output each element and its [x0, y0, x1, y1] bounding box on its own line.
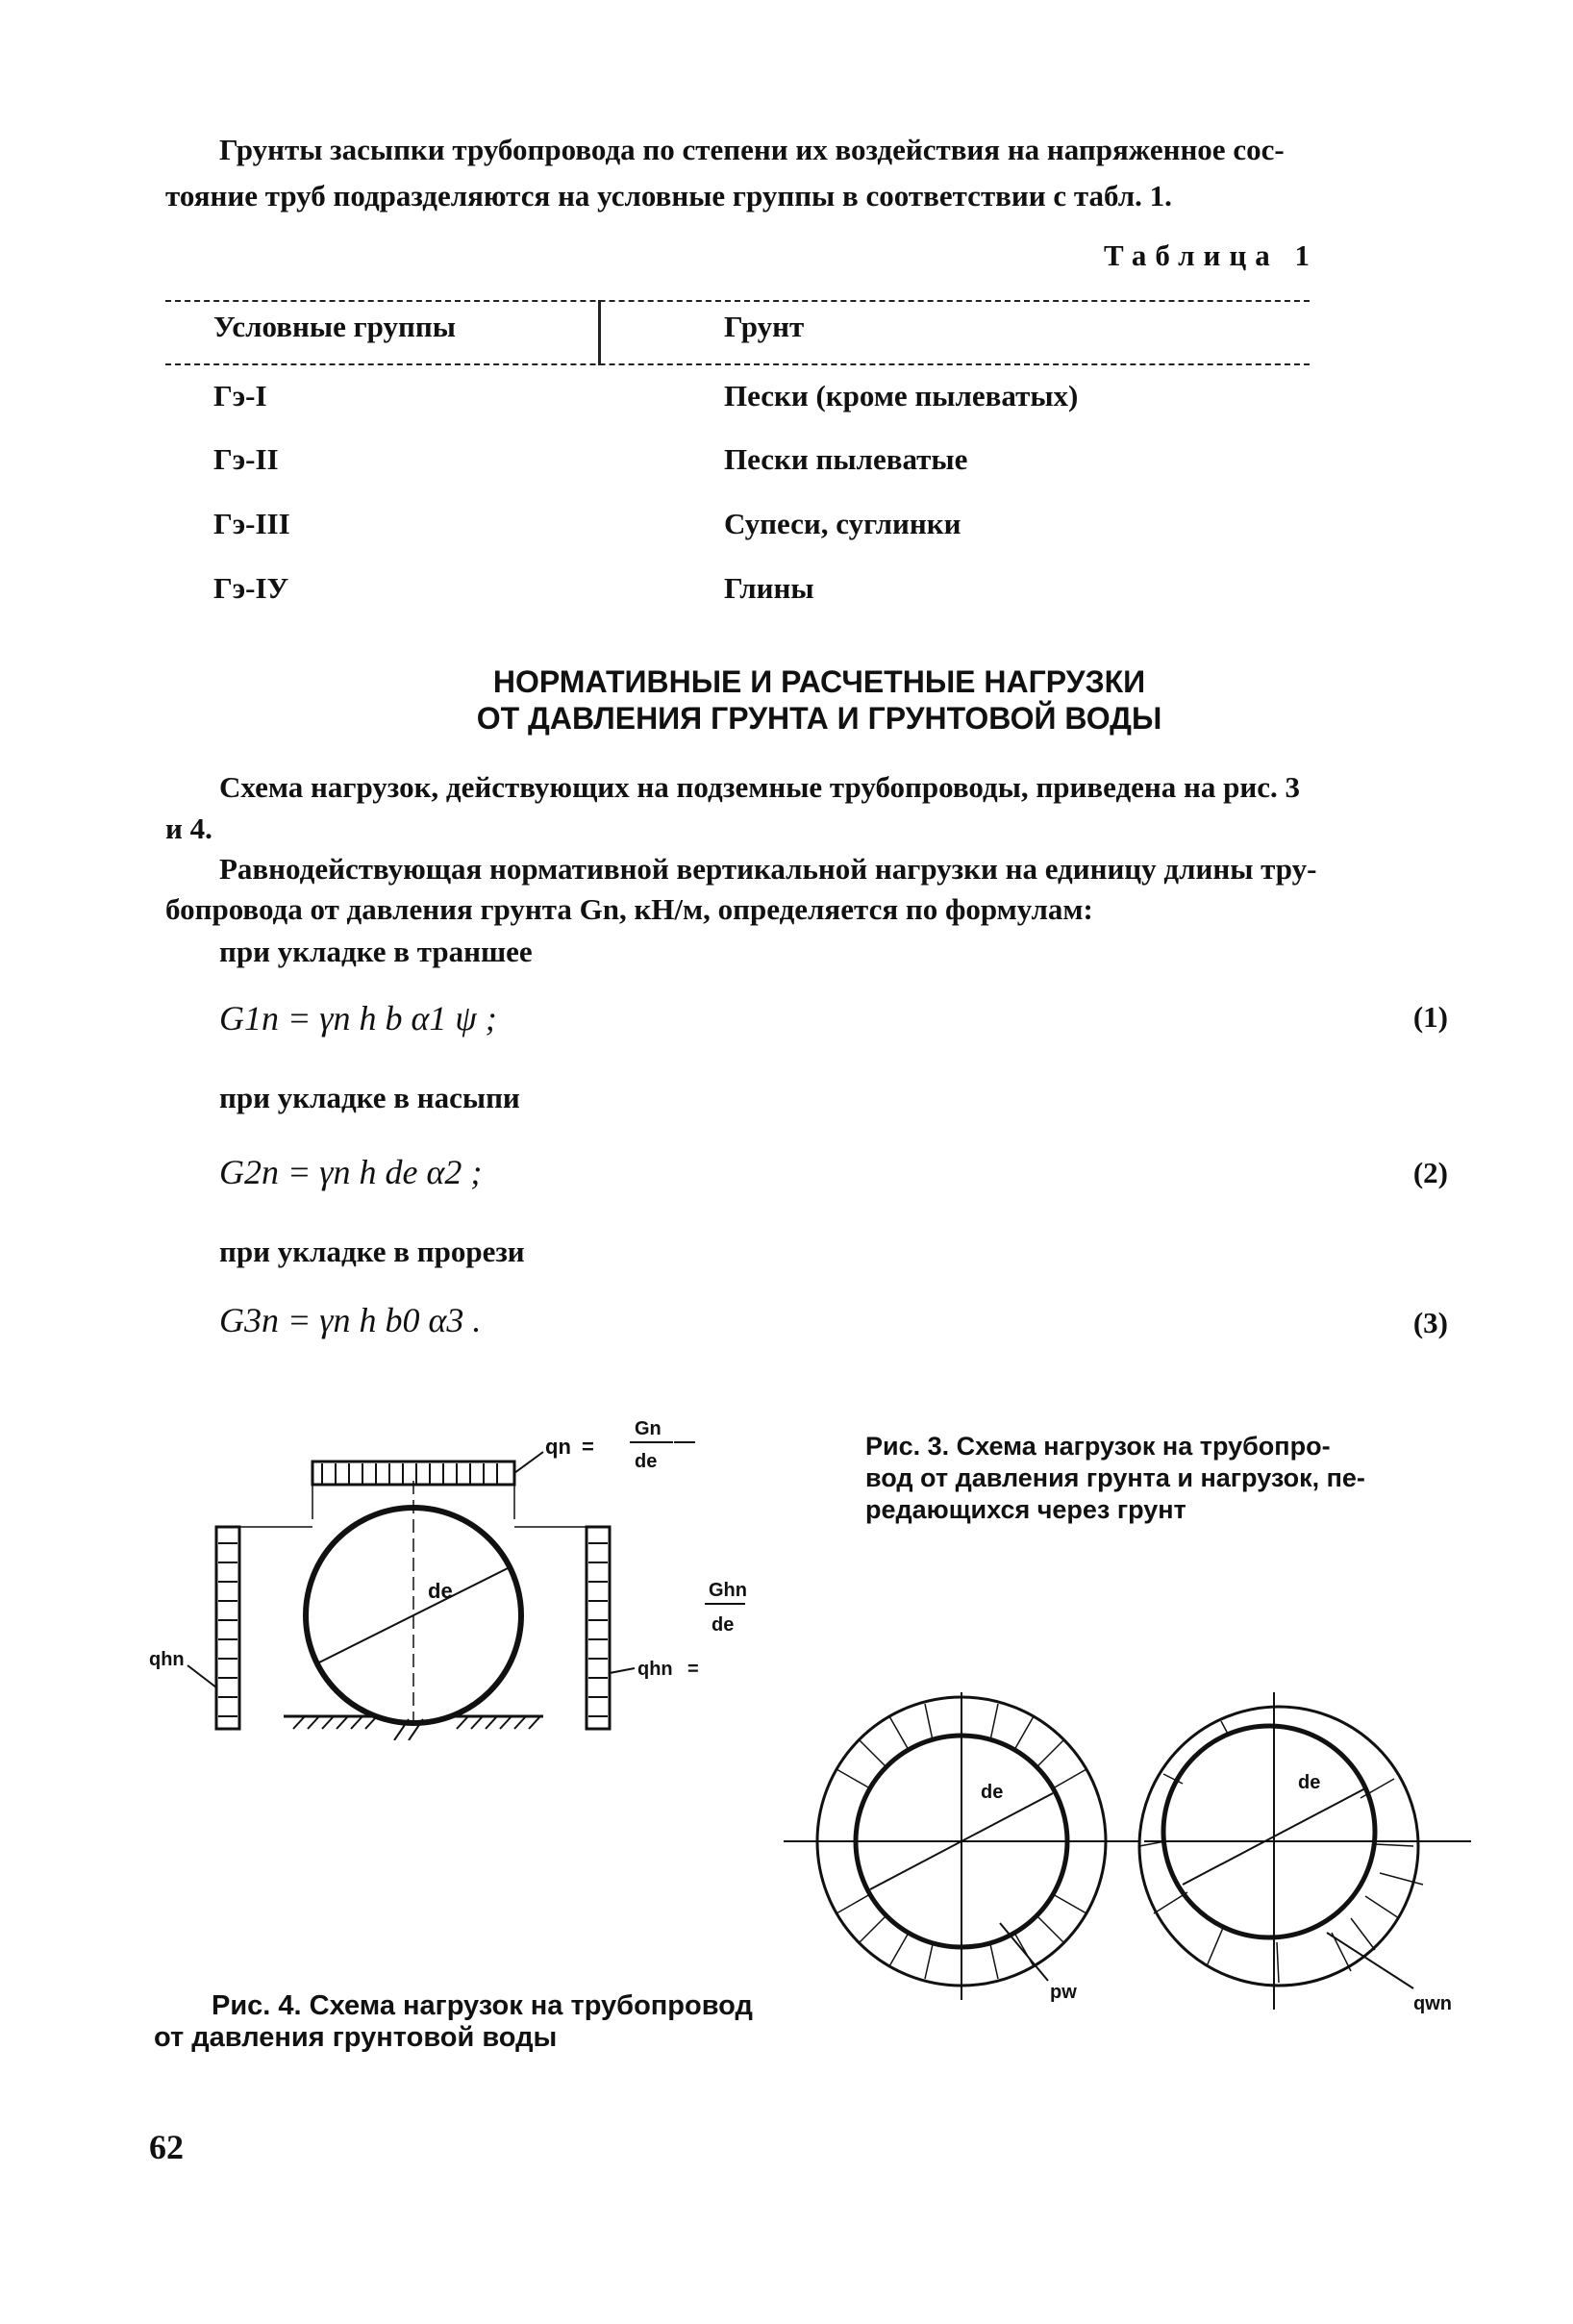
table-header-soil: Грунт	[724, 310, 805, 343]
fig3-label-qhn-right: qhn	[637, 1659, 673, 1680]
para-1-line-1: Схема нагрузок, действующих на подземные трубопроводы, приведена на рис. 3	[219, 770, 1300, 804]
table-header-rule	[165, 363, 1310, 365]
table-row-2-group: Гэ-II	[213, 442, 279, 476]
fig4-right-pipe	[1163, 1726, 1375, 1937]
formula-3-number: (3)	[1412, 1306, 1448, 1339]
para-2-line-1: Равнодействующая нормативной вертикальной нагрузки на единицу длины тру-	[219, 852, 1317, 886]
fig3-label-de: de	[428, 1579, 453, 1603]
fig4-caption-line-2: от давления грунтовой воды	[154, 2022, 558, 2053]
fig3-caption	[865, 1431, 1442, 1526]
formula-1: G1n = γn h b α1 ψ ;	[219, 999, 497, 1037]
formula-1-number: (1)	[1412, 1000, 1448, 1034]
fig4-label-pw: pw	[1050, 1982, 1077, 2003]
section-heading-line-2: ОТ ДАВЛЕНИЯ ГРУНТА И ГРУНТОВОЙ ВОДЫ	[476, 701, 1162, 736]
section-heading-line-1: НОРМАТИВНЫЕ И РАСЧЕТНЫЕ НАГРУЗКИ	[492, 664, 1146, 699]
table-row-4-soil: Глины	[724, 571, 814, 605]
table-row-1-soil: Пески (кроме пылеватых)	[724, 379, 1079, 412]
fig3-label-Ghn: Ghn	[709, 1580, 747, 1601]
fig3-left-load	[216, 1527, 239, 1729]
fig3-label-Gn: Gn	[635, 1418, 662, 1439]
fig4-label-qwn: qwn	[1413, 1993, 1452, 2014]
page-number: 62	[149, 2128, 184, 2166]
formula-2-number: (2)	[1412, 1156, 1448, 1189]
fig4-label-de-right: de	[1298, 1772, 1321, 1793]
fig3-right-load	[587, 1527, 610, 1729]
svg-text:=: =	[582, 1435, 594, 1459]
fig3-diagram	[149, 1413, 822, 1740]
fig4-right-outer-ring	[1139, 1707, 1418, 1986]
table-header-groups: Условные группы	[213, 310, 456, 343]
para-2-line-2: бопровода от давления грунта Gn, кН/м, определяется по формулам:	[165, 892, 1093, 926]
table-header-divider	[598, 300, 601, 365]
fig3-label-qn: qn	[545, 1435, 571, 1459]
fig3-label-de-right: de	[712, 1614, 735, 1636]
fig3-caption-line-1: Рис. 3. Схема нагрузок на трубопро-	[865, 1432, 1331, 1461]
table-row-3-soil: Супеси, суглинки	[724, 507, 961, 540]
fig4-caption-line-1: Рис. 4. Схема нагрузок на трубопровод	[212, 1990, 753, 2021]
trench-label: при укладке в траншее	[219, 935, 533, 968]
slot-label: при укладке в прорези	[219, 1235, 525, 1268]
fig3-label-de-top: de	[635, 1451, 658, 1472]
fig3-caption-line-3: редающихся через грунт	[865, 1495, 1186, 1524]
fig4-caption	[154, 1990, 846, 2054]
fig3-label-qhn-left: qhn	[149, 1649, 185, 1670]
para-1-line-2: и 4.	[165, 812, 212, 845]
svg-text:=: =	[687, 1659, 699, 1680]
fig4-diagram	[779, 1692, 1471, 2019]
table-row-4-group: Гэ-IУ	[213, 571, 289, 605]
intro-line-2: тояние труб подразделяются на условные группы в соответствии с табл. 1.	[165, 179, 1172, 212]
embankment-label: при укладке в насыпи	[219, 1081, 520, 1114]
fig4-label-de-left: de	[981, 1782, 1004, 1803]
fig3-caption-line-2: вод от давления грунта и нагрузок, пе-	[865, 1463, 1365, 1492]
table-row-3-group: Гэ-III	[213, 507, 290, 540]
table-top-rule	[165, 300, 1310, 302]
formula-2: G2n = γn h de α2 ;	[219, 1153, 483, 1191]
formula-3: G3n = γn h b0 α3 .	[219, 1301, 482, 1339]
table-row-1-group: Гэ-I	[213, 379, 267, 412]
table-caption: Таблица 1	[1104, 238, 1318, 272]
table-row-2-soil: Пески пылеватые	[724, 442, 968, 476]
intro-line-1: Грунты засыпки трубопровода по степени их воздействия на напряженное сос-	[219, 133, 1285, 166]
